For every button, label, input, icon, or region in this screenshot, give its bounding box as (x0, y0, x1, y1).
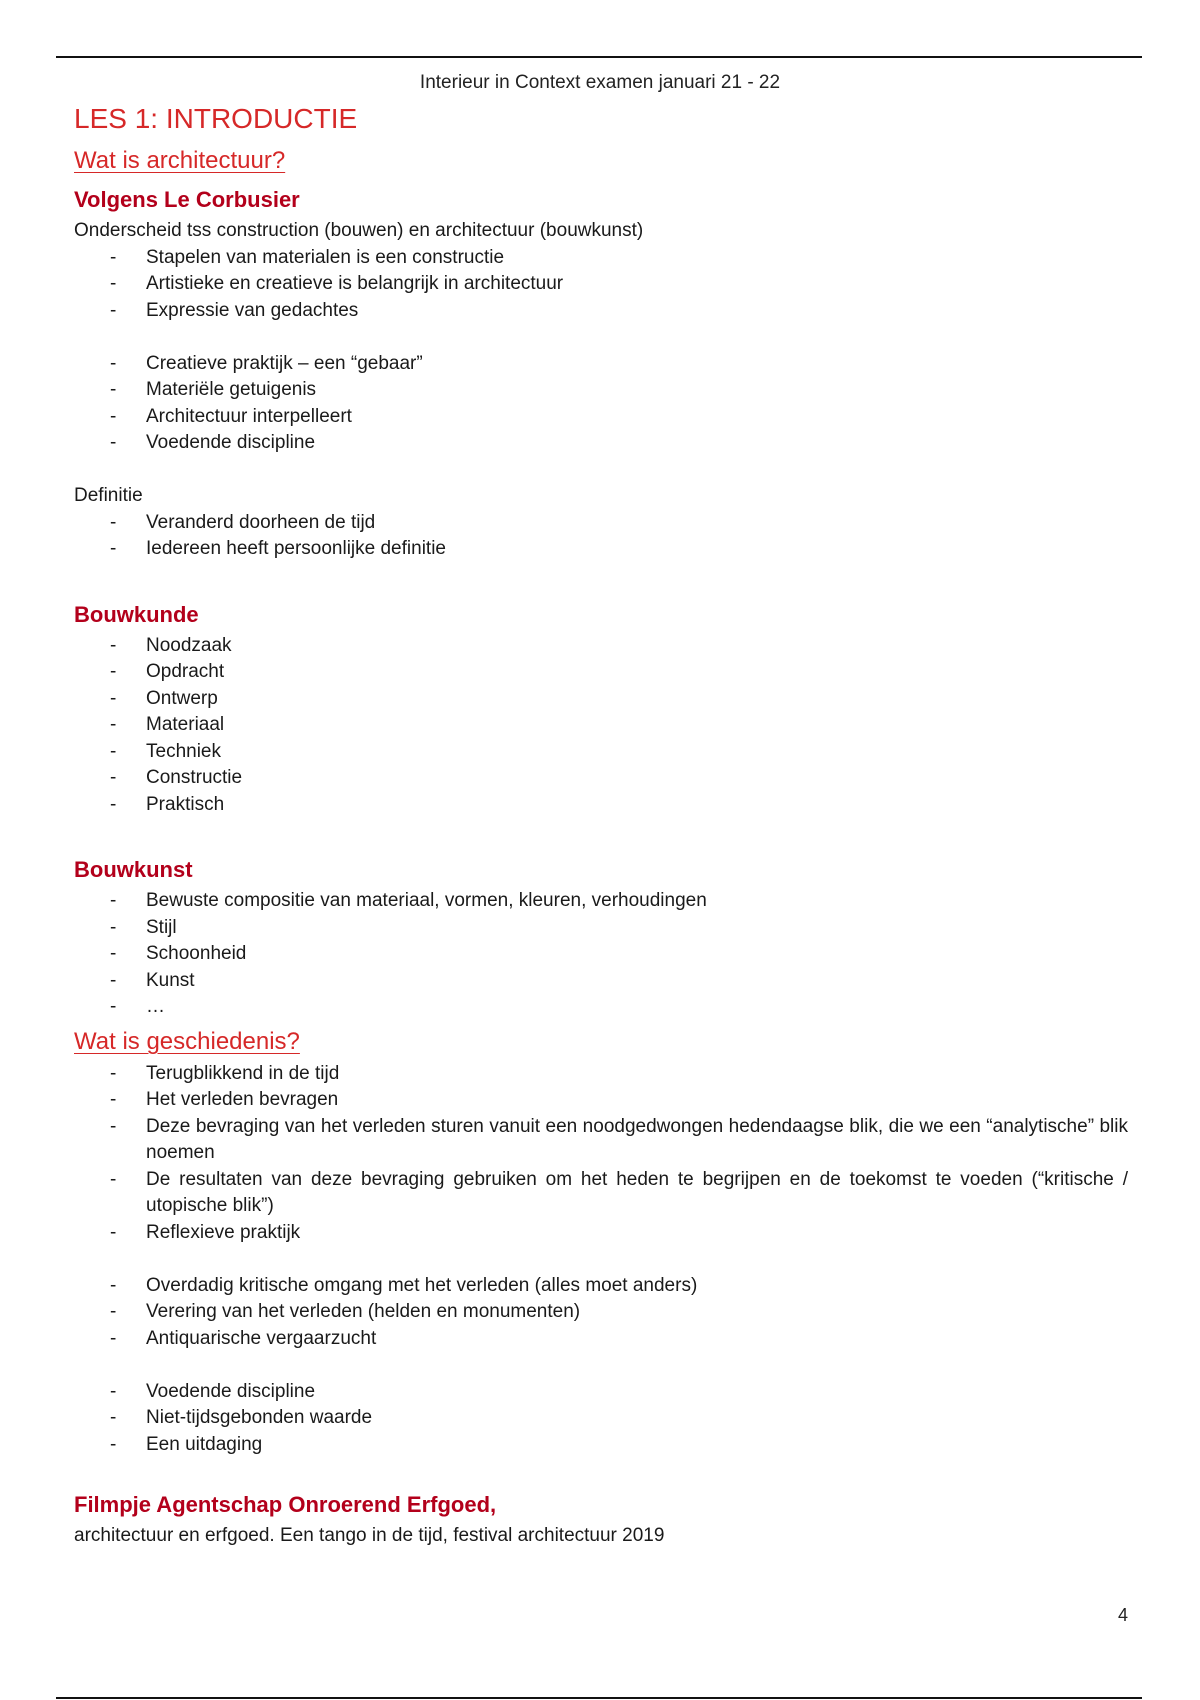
heading-wat-is-architectuur: Wat is architectuur? (74, 147, 286, 174)
bouwkunst-list (74, 888, 1128, 1021)
lesson-title: LES 1: INTRODUCTIE (74, 103, 358, 134)
list-item: - Antiquarische vergaarzucht (74, 1326, 1128, 1353)
list-item: - Niet-tijdsgebonden waarde (74, 1405, 1128, 1432)
spacer (74, 1246, 1128, 1273)
list-item: - Verering van het verleden (helden en monumenten) (74, 1299, 1128, 1326)
spacer (74, 818, 1128, 850)
bottom-rule (56, 1697, 1142, 1699)
heading-wat-is-geschiedenis: Wat is geschiedenis? (74, 1027, 300, 1055)
heading-bouwkunst: Bouwkunst (74, 857, 193, 882)
list-item: - Reflexieve praktijk (74, 1220, 1128, 1247)
list-item: - … (74, 994, 1128, 1021)
definitie-label: Definitie (74, 485, 143, 506)
corbusier-list-1 (74, 245, 1128, 325)
heading-filmpje: Filmpje Agentschap Onroerend Erfgoed, (74, 1491, 497, 1517)
list-item: - Techniek (74, 739, 1128, 766)
list-item: - Constructie (74, 765, 1128, 792)
definitie-list (74, 510, 1128, 563)
list-item: - Ontwerp (74, 686, 1128, 713)
list-item: - Architectuur interpelleert (74, 404, 1128, 431)
corbusier-list-2 (74, 351, 1128, 457)
list-item: - Veranderd doorheen de tijd (74, 510, 1128, 537)
heading-bouwkunde: Bouwkunde (74, 601, 199, 627)
geschiedenis-list-2 (74, 1273, 1128, 1353)
filmpje-text: architectuur en erfgoed. Een tango in de tijd, festival architectuur 2019 (74, 1524, 665, 1546)
spacer (74, 457, 1128, 484)
list-item: - Bewuste compositie van materiaal, vormen, kleuren, verhoudingen (74, 888, 1128, 915)
list-item: - Kunst (74, 968, 1128, 995)
list-item: - Voedende discipline (74, 1379, 1128, 1406)
top-rule (56, 56, 1142, 58)
list-item: - Creatieve praktijk – een “gebaar” (74, 351, 1128, 378)
list-item: - Schoonheid (74, 941, 1128, 968)
list-item: - Materiaal (74, 712, 1128, 739)
list-item: - Opdracht (74, 659, 1128, 686)
list-item: - Terugblikkend in de tijd (74, 1061, 1128, 1088)
page-header: Interieur in Context examen januari 21 - 22 (419, 72, 781, 93)
list-item: - Stijl (74, 915, 1128, 942)
list-item: - Overdadig kritische omgang met het verleden (alles moet anders) (74, 1273, 1128, 1300)
list-item: - Stapelen van materialen is een constructie (74, 245, 1128, 272)
heading-le-corbusier: Volgens Le Corbusier (74, 187, 300, 212)
list-item: - Materiële getuigenis (74, 377, 1128, 404)
list-item: - Deze bevraging van het verleden sturen vanuit een noodgedwongen hedendaagse blik, die we een “analytische” blik noemen (74, 1114, 1128, 1167)
list-item: - Expressie van gedachtes (74, 298, 1128, 325)
list-item: - Een uitdaging (74, 1432, 1128, 1459)
list-item: - Het verleden bevragen (74, 1087, 1128, 1114)
bouwkunde-list (74, 633, 1128, 819)
spacer (74, 324, 1128, 351)
list-item: - Praktisch (74, 792, 1128, 819)
list-item: - De resultaten van deze bevraging gebruiken om het heden te begrijpen en de toekomst te voeden (“kritische / utopische blik”) (74, 1167, 1128, 1220)
corbusier-intro: Onderscheid tss construction (bouwen) en architectuur (bouwkunst) (74, 220, 644, 241)
list-item: - Voedende discipline (74, 430, 1128, 457)
spacer (74, 1458, 1128, 1485)
page-number: 4 (1117, 1605, 1128, 1625)
spacer (74, 563, 1128, 595)
list-item: - Artistieke en creatieve is belangrijk in architectuur (74, 271, 1128, 298)
spacer (74, 1352, 1128, 1379)
document-body (74, 98, 1128, 1549)
geschiedenis-list-1 (74, 1061, 1128, 1247)
list-item: - Iedereen heeft persoonlijke definitie (74, 536, 1128, 563)
list-item: - Noodzaak (74, 633, 1128, 660)
geschiedenis-list-3 (74, 1379, 1128, 1459)
